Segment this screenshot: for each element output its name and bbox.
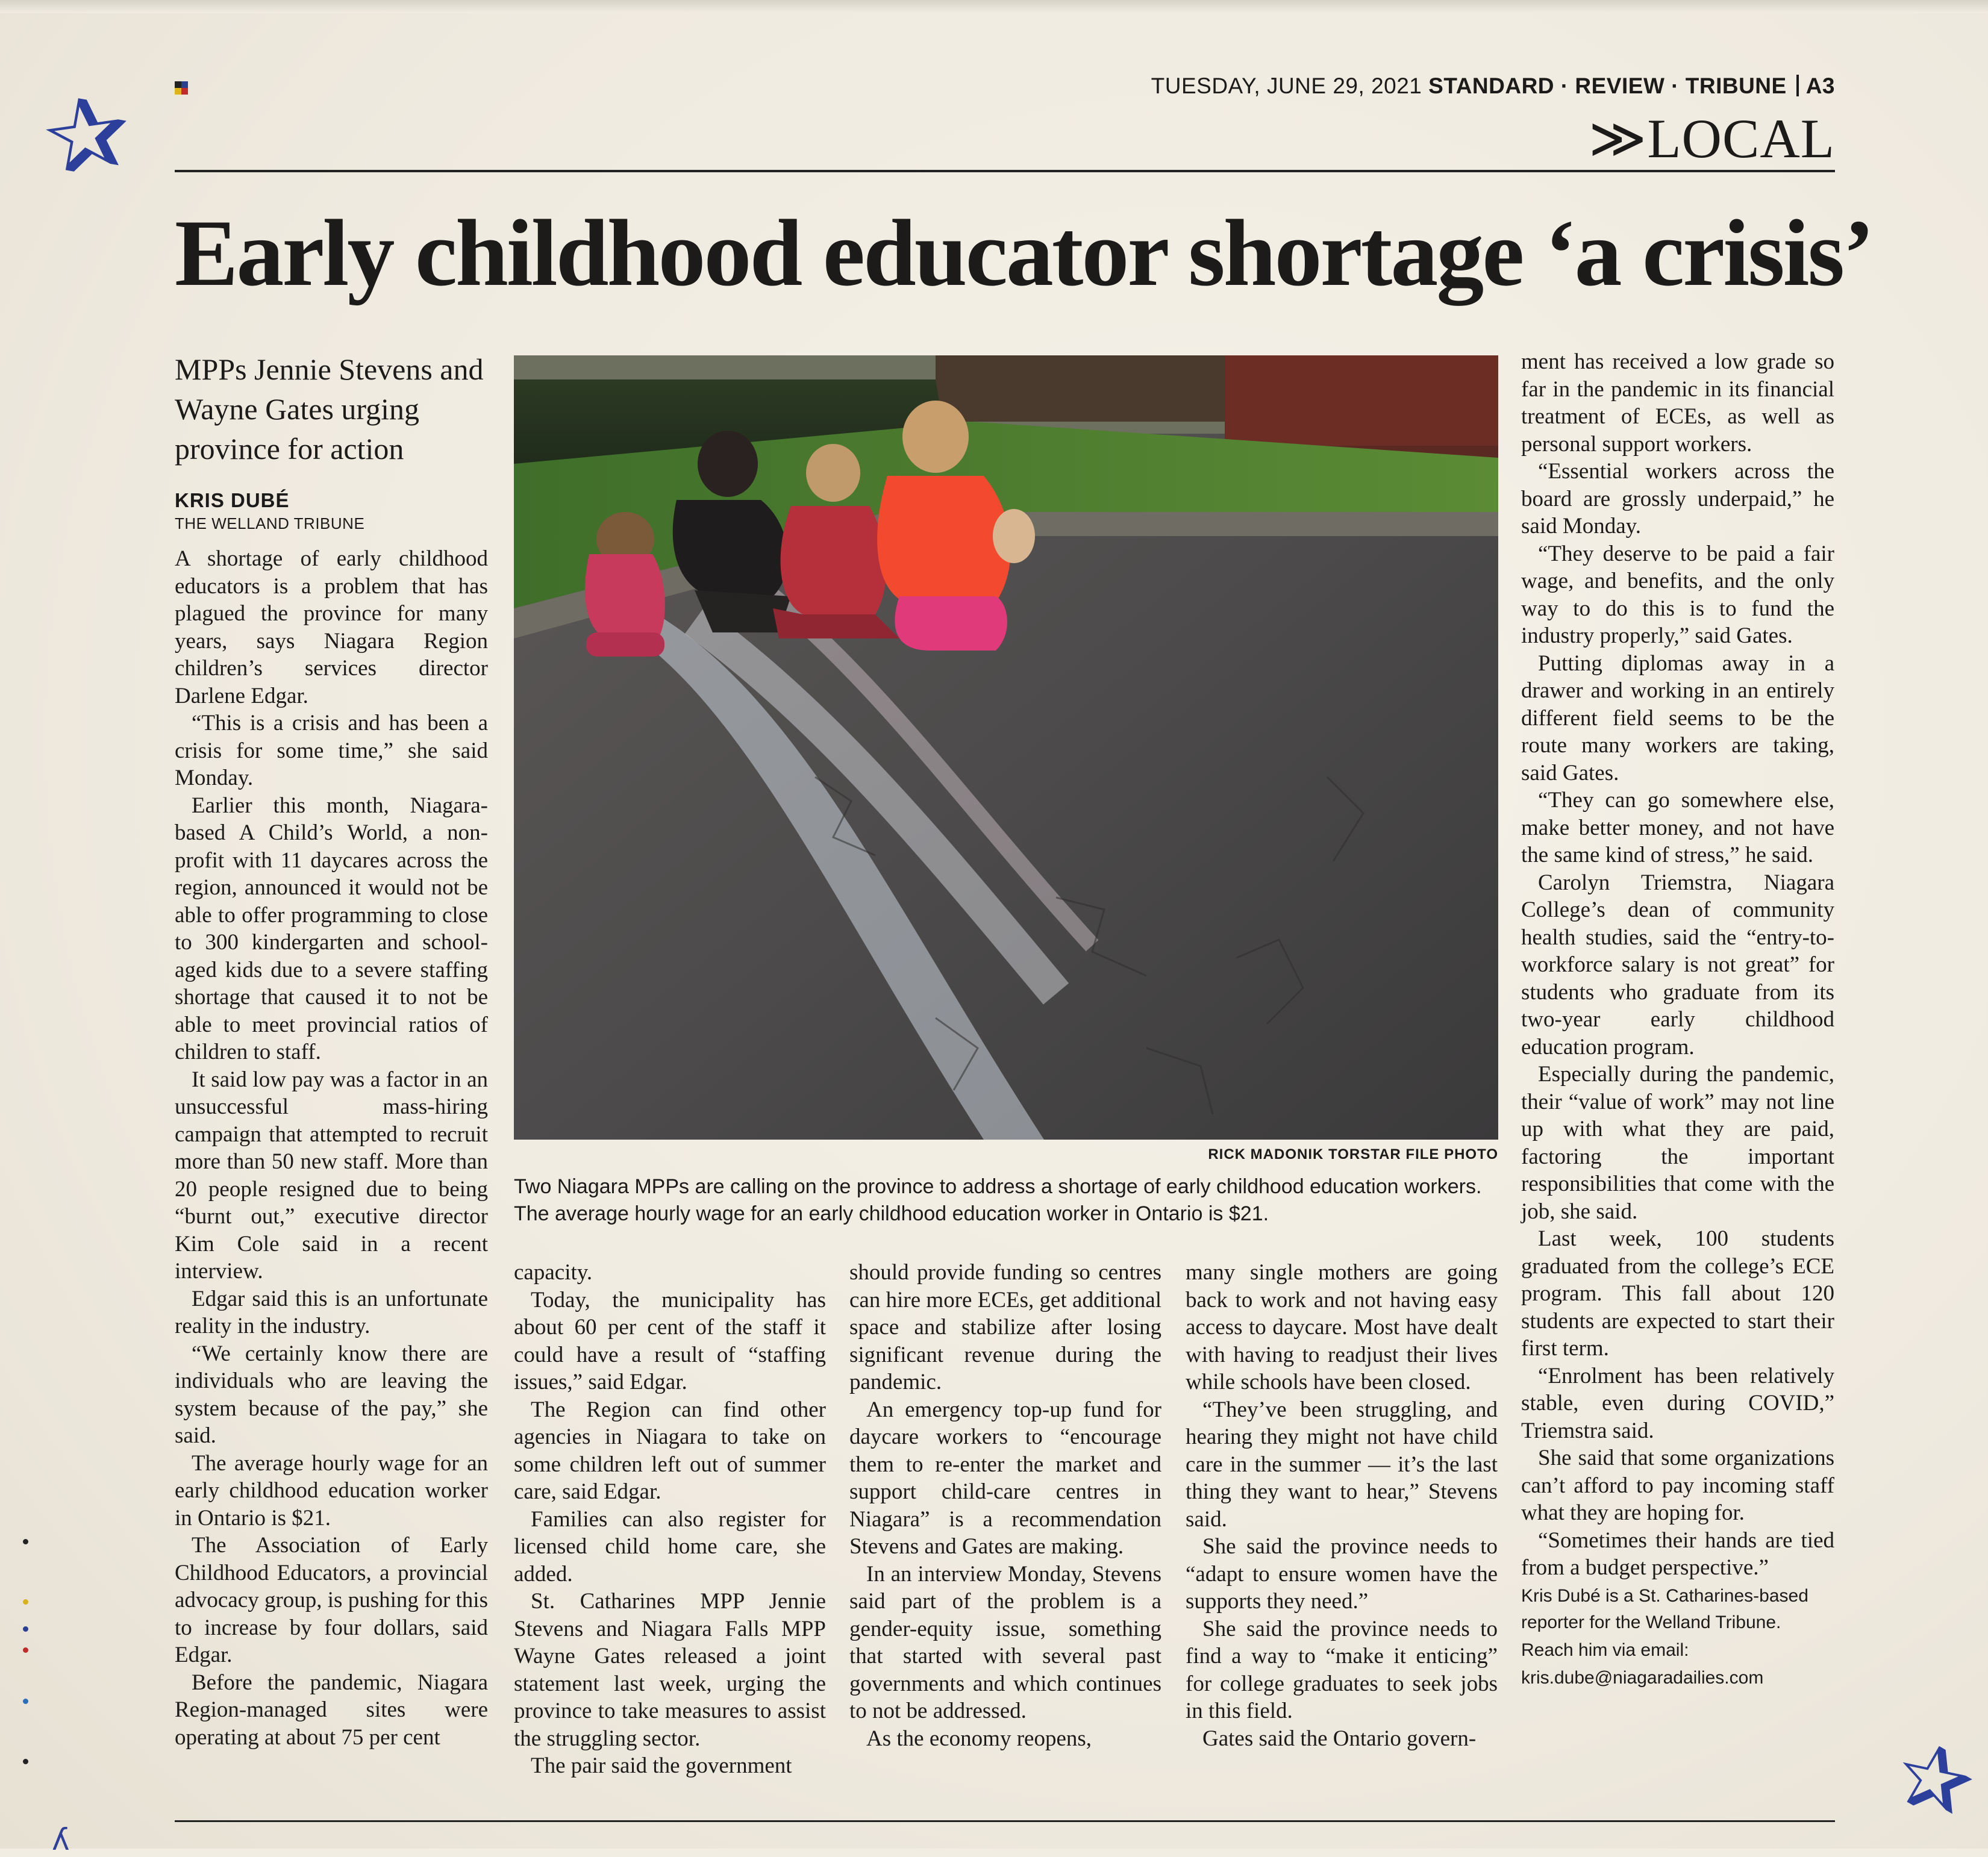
photo-illustration [514,355,1498,1140]
paragraph: “They’ve been struggling, and hearing they might not have child care in the summer — it’s the last thing they want to hear,” Stevens said. [1186,1397,1498,1532]
paragraph: Edgar said this is an unfortunate reality in the industry. [175,1286,488,1338]
paragraph: “They deserve to be paid a fair wage, and benefits, and the only way to do this is to fund the industry properly,” said Gates. [1521,541,1834,648]
paragraph: She said the province needs to “adapt to ensure women have the supports they need.” [1186,1534,1498,1614]
paragraph: The average hourly wage for an early childhood education worker in Ontario is $21. [175,1450,488,1531]
article-column-3 [849,1259,1161,1752]
paragraph: “This is a crisis and has been a crisis for some time,” she said Monday. [175,711,488,790]
paragraph: A shortage of early childhood educators is a problem that has plagued the province for many years, says Niagara Region children’s services director Darlene Edgar. [175,546,488,708]
paragraph: “They can go somewhere else, make better money, and not have the same kind of stress,” he said. [1521,788,1834,867]
section-title: ≫LOCAL [1589,108,1835,169]
color-registration-mark [175,81,188,95]
paragraph: Last week, 100 students graduated from the college’s ECE program. This fall about 120 students are expected to start their first term. [1521,1226,1834,1361]
paragraph: Earlier this month, Niagara-based A Child’s World, a non-profit with 11 daycares across the region, announced it would not be able to offer programming to close to 300 kindergarten and school-aged kids due to a severe staffing shortage that caused it to not be able to meet provincial ratios of children to staff. [175,793,488,1064]
paragraph: Gates said the Ontario govern- [1202,1726,1477,1751]
paragraph: An emergency top-up fund for daycare workers to “encourage them to re-enter the market and support child-care centres in Niagara” is a recommendation Stevens and Gates are making. [849,1397,1161,1559]
author-name: KRIS DUBÉ [175,489,290,511]
paragraph: “Sometimes their hands are tied from a budget perspective.” [1521,1528,1834,1580]
paragraph: She said the province needs to find a way to “make it enticing” for college graduates to seek jobs in this field. [1186,1616,1498,1723]
paragraph: It said low pay was a factor in an unsuccessful mass-hiring campaign that attempted to recruit more than 50 new staff. More than 20 people resigned due to being “burnt out,” executive director Kim Cole said in a recent interview. [175,1067,488,1284]
paragraph: Carolyn Triemstra, Niagara College’s dean of community health studies, said the “entry-to-workforce salary is not great” for students who graduate from its two-year early childhood education program. [1521,870,1834,1060]
paragraph: The pair said the government [531,1753,792,1778]
margin-dot [23,1699,28,1704]
article-column-4 [1186,1259,1498,1752]
paragraph: The Association of Early Childhood Educators, a provincial advocacy group, is pushing for this to increase by four dollars, said Edgar. [175,1533,488,1667]
issue-date: TUESDAY, JUNE 29, 2021 [1151,73,1422,98]
paragraph: As the economy reopens, [866,1726,1092,1751]
margin-dot [23,1599,28,1605]
paragraph: Families can also register for licensed child home care, she added. [514,1506,826,1587]
news-photo [514,355,1498,1140]
margin-dot [23,1647,28,1653]
author-organization: THE WELLAND TRIBUNE [175,514,365,532]
paragraph: capacity. [514,1260,593,1285]
handdrawn-star-icon: ✰ [36,70,139,201]
margin-dot [23,1759,28,1764]
header-rule [175,170,1835,172]
deck: MPPs Jennie Stevens and Wayne Gates urging province for action [175,352,484,466]
pen-mark-icon: ʎ [52,1822,70,1857]
publication-name: STANDARD · REVIEW · TRIBUNE [1428,73,1787,98]
article-column-5 [1521,348,1834,1691]
margin-dot [23,1539,28,1544]
paragraph: Putting diplomas away in a drawer and working in an entirely different field seems to be the route many workers are taking, said Gates. [1521,651,1834,785]
photo-caption: Two Niagara MPPs are calling on the province to address a shortage of early childhood education workers. The average hourly wage for an early childhood education worker in Ontario is $21. [514,1175,1482,1225]
paragraph: Especially during the pandemic, their “value of work” may not line up with what they are paid, factoring the important responsibilities that come with the job, she said. [1521,1062,1834,1224]
divider [1796,75,1799,96]
headline: Early childhood educator shortage ‘a crisis’ [175,201,1873,306]
paragraph: many single mothers are going back to work and not having easy access to daycare. Most have dealt with having to readjust their lives while schools have been closed. [1186,1260,1498,1394]
handdrawn-star-icon: ✰ [1887,1720,1984,1840]
dateline [1151,73,1835,99]
article-column-1 [175,545,488,1751]
paragraph: “We certainly know there are individuals who are leaving the system because of the pay,” she said. [175,1341,488,1448]
author-email-label: Reach him via email: [1521,1640,1689,1660]
photo-credit: RICK MADONIK TORSTAR FILE PHOTO [1208,1146,1498,1163]
paragraph: “Essential workers across the board are grossly underpaid,” he said Monday. [1521,459,1834,538]
paragraph: St. Catharines MPP Jennie Stevens and Niagara Falls MPP Wayne Gates released a joint statement last week, urging the province to take measures to assist the struggling sector. [514,1589,826,1751]
paragraph: Before the pandemic, Niagara Region-managed sites were operating at about 75 per cent [175,1670,488,1750]
byline [175,488,488,534]
paragraph: She said that some organizations can’t afford to pay incoming staff what they are hoping for. [1521,1446,1834,1525]
author-email: kris.dube@niagaradailies.com [1521,1667,1764,1688]
paragraph: In an interview Monday, Stevens said part of the problem is a gender-equity issue, something that started with several past governments and which continues to not be addressed. [849,1561,1161,1723]
footer-rule [175,1820,1835,1822]
page-number: A3 [1805,73,1835,98]
paragraph: “Enrolment has been relatively stable, even during COVID,” Triemstra said. [1521,1363,1834,1443]
article-column-2 [514,1259,826,1780]
paragraph: ment has received a low grade so far in the pandemic in its financial treatment of ECEs, as well as personal support workers. [1521,349,1834,457]
author-tagline: Kris Dubé is a St. Catharines-based reporter for the Welland Tribune. [1521,1585,1808,1632]
paragraph: should provide funding so centres can hire more ECEs, get additional space and stabilize after losing significant revenue during the pandemic. [849,1260,1161,1394]
paragraph: The Region can find other agencies in Niagara to take on some children left out of summer care, said Edgar. [514,1397,826,1504]
paragraph: Today, the municipality has about 60 per cent of the staff it could have a result of “staffing issues,” said Edgar. [514,1287,826,1394]
scan-edge [0,0,1988,13]
margin-dot [23,1626,28,1632]
